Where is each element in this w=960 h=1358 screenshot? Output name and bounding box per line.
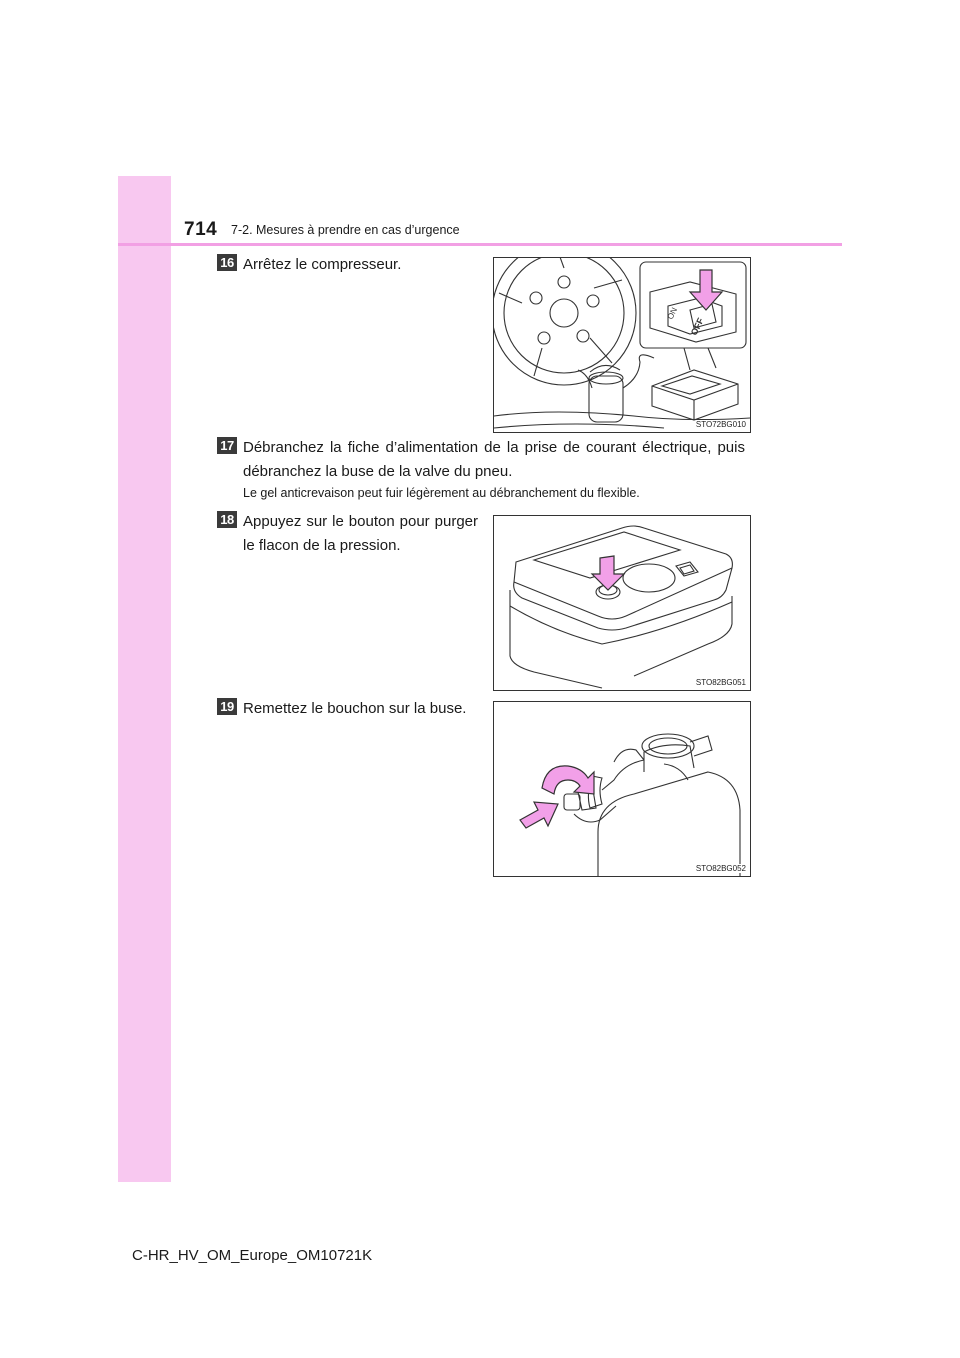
figure-code: STO82BG052	[695, 864, 746, 873]
sidebar-tab	[118, 176, 171, 1182]
figure-compressor-off	[493, 257, 751, 433]
step-badge-18: 18	[217, 511, 237, 528]
figure-code: STO72BG010	[695, 420, 746, 429]
switch-off-label: OFF	[688, 316, 706, 337]
figure-code: STO82BG051	[695, 678, 746, 687]
push-arrow-icon	[520, 802, 558, 828]
switch-on-label: ON	[665, 306, 680, 321]
figure-nozzle-cap	[493, 701, 751, 877]
rotate-arrow-icon	[542, 766, 594, 794]
step-badge-19: 19	[217, 698, 237, 715]
step-19-text: Remettez le bouchon sur la buse.	[243, 700, 467, 717]
step-17-note: Le gel anticrevaison peut fuir légèrement au débranchement du flexible.	[243, 486, 640, 500]
step-17-text: Débranchez la fiche d’alimentation de la prise de courant électrique, puis débranchez la buse de la valve du pneu.	[243, 439, 745, 480]
press-arrow-icon	[592, 556, 624, 590]
footer-document-id: C-HR_HV_OM_Europe_OM10721K	[132, 1247, 373, 1264]
header-rule	[118, 243, 842, 246]
section-title: 7-2. Mesures à prendre en cas d’urgence	[231, 223, 460, 237]
step-16-text: Arrêtez le compresseur.	[243, 256, 402, 273]
figure-purge-button	[493, 515, 751, 691]
step-badge-16: 16	[217, 254, 237, 271]
step-badge-17: 17	[217, 437, 237, 454]
page-number: 714	[184, 219, 218, 240]
step-18-text: Appuyez sur le bouton pour purger le flacon de la pression.	[243, 513, 478, 554]
